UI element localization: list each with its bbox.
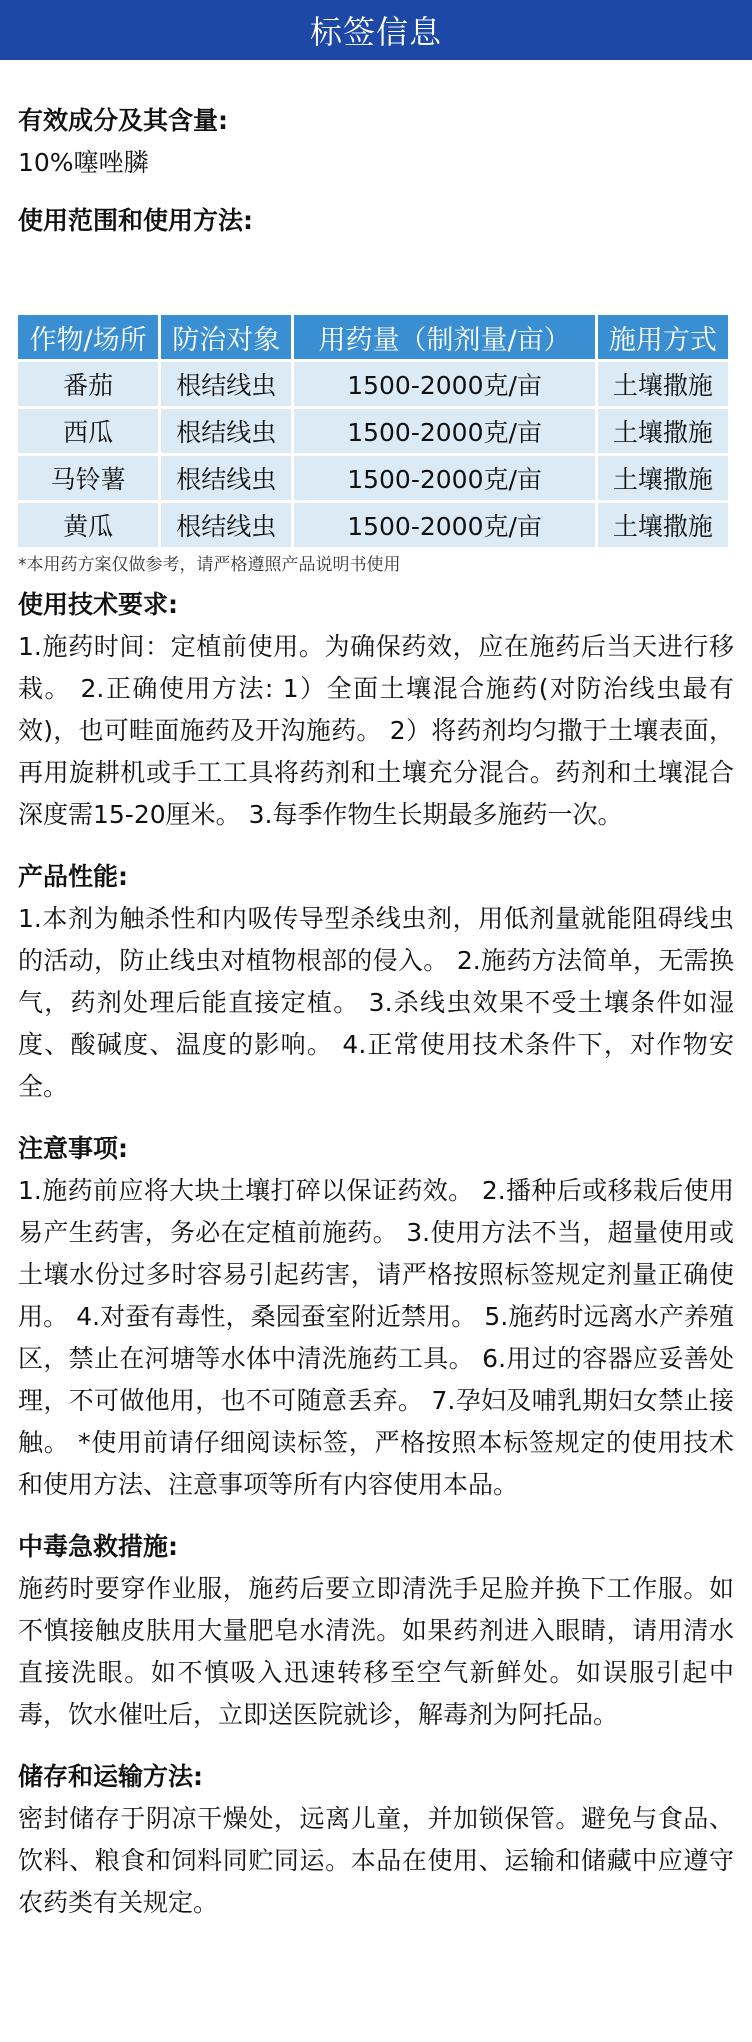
table-cell-dosage: 1500-2000克/亩 — [294, 456, 594, 500]
storage-title: 储存和运输方法: — [18, 1762, 203, 1791]
label-content — [0, 60, 752, 1924]
performance-title: 产品性能: — [18, 862, 128, 891]
table-cell-dosage: 1500-2000克/亩 — [294, 409, 594, 453]
usage-table-wrap — [18, 312, 734, 580]
table-header-method: 施用方式 — [598, 315, 728, 359]
caution-title: 注意事项: — [18, 1134, 128, 1163]
table-cell-dosage: 1500-2000克/亩 — [294, 362, 594, 406]
section-firstaid — [18, 1526, 734, 1736]
table-header-dosage: 用药量（制剂量/亩） — [294, 315, 594, 359]
table-row — [18, 362, 728, 406]
table-note: *本用药方案仅做参考，请严格遵照产品说明书使用 — [18, 555, 401, 575]
table-cell-target: 根结线虫 — [161, 409, 291, 453]
table-header-row — [18, 315, 728, 359]
usage-table — [15, 312, 731, 550]
firstaid-text: 施药时要穿作业服，施药后要立即清洗手足脸并换下工作服。如不慎接触皮肤用大量肥皂水清洗。如果药剂进入眼睛，请用清水直接洗眼。如不慎吸入迅速转移至空气新鲜处。如误服引起中毒，饮水催吐后，立即送医院就诊，解毒剂为阿托品。 — [18, 1574, 734, 1729]
ingredient-title: 有效成分及其含量: — [18, 106, 228, 135]
firstaid-title: 中毒急救措施: — [18, 1532, 178, 1561]
page-header — [0, 0, 752, 60]
table-row — [18, 456, 728, 500]
table-cell-method: 土壤撒施 — [598, 456, 728, 500]
table-cell-dosage: 1500-2000克/亩 — [294, 503, 594, 547]
performance-text: 1.本剂为触杀性和内吸传导型杀线虫剂，用低剂量就能阻碍线虫的活动，防止线虫对植物根部的侵入。 2.施药方法简单，无需换气，药剂处理后能直接定植。 3.杀线虫效果不受土壤条件如湿度、酸碱度、温度的影响。 4.正常使用技术条件下，对作物安全。 — [18, 904, 734, 1101]
storage-text: 密封储存于阴凉干燥处，远离儿童，并加锁保管。避免与食品、饮料、粮食和饲料同贮同运。本品在使用、运输和储藏中应遵守农药类有关规定。 — [18, 1804, 734, 1917]
section-caution — [18, 1128, 734, 1506]
table-cell-target: 根结线虫 — [161, 503, 291, 547]
section-tech — [18, 584, 734, 836]
section-storage — [18, 1756, 734, 1924]
ingredient-value: 10%噻唑膦 — [18, 148, 149, 177]
table-row — [18, 409, 728, 453]
table-cell-crop: 黄瓜 — [18, 503, 158, 547]
table-cell-target: 根结线虫 — [161, 362, 291, 406]
section-ingredient — [18, 100, 734, 184]
table-cell-method: 土壤撒施 — [598, 409, 728, 453]
tech-text: 1.施药时间：定植前使用。为确保药效，应在施药后当天进行移栽。 2.正确使用方法: 1）全面土壤混合施药(对防治线虫最有效)，也可畦面施药及开沟施药。 2）将药剂均匀撒于土壤表面，再用旋耕机或手工工具将药剂和土壤充分混合。药剂和土壤混合深度需15-20厘米。 3.每季作物生长期最多施药一次。 — [18, 632, 734, 829]
section-performance — [18, 856, 734, 1108]
table-cell-crop: 番茄 — [18, 362, 158, 406]
table-cell-target: 根结线虫 — [161, 456, 291, 500]
table-cell-method: 土壤撒施 — [598, 503, 728, 547]
table-row — [18, 503, 728, 547]
caution-text: 1.施药前应将大块土壤打碎以保证药效。 2.播种后或移栽后使用易产生药害，务必在定植前施药。 3.使用方法不当，超量使用或土壤水份过多时容易引起药害，请严格按照标签规定剂量正确使用。 4.对蚕有毒性，桑园蚕室附近禁用。 5.施药时远离水产养殖区，禁止在河塘等水体中清洗施药工具。 6.用过的容器应妥善处理，不可做他用，也不可随意丢弃。 7.孕妇及哺乳期妇女禁止接触。 *使用前请仔细阅读标签，严格按照本标签规定的使用技术和使用方法、注意事项等所有内容使用本品。 — [18, 1176, 734, 1499]
section-scope — [18, 200, 734, 242]
table-cell-crop: 马铃薯 — [18, 456, 158, 500]
header-title: 标签信息 — [309, 13, 442, 51]
table-cell-method: 土壤撒施 — [598, 362, 728, 406]
tech-title: 使用技术要求: — [18, 590, 178, 619]
scope-title: 使用范围和使用方法: — [18, 206, 253, 235]
table-header-target: 防治对象 — [161, 315, 291, 359]
table-header-crop: 作物/场所 — [18, 315, 158, 359]
table-cell-crop: 西瓜 — [18, 409, 158, 453]
